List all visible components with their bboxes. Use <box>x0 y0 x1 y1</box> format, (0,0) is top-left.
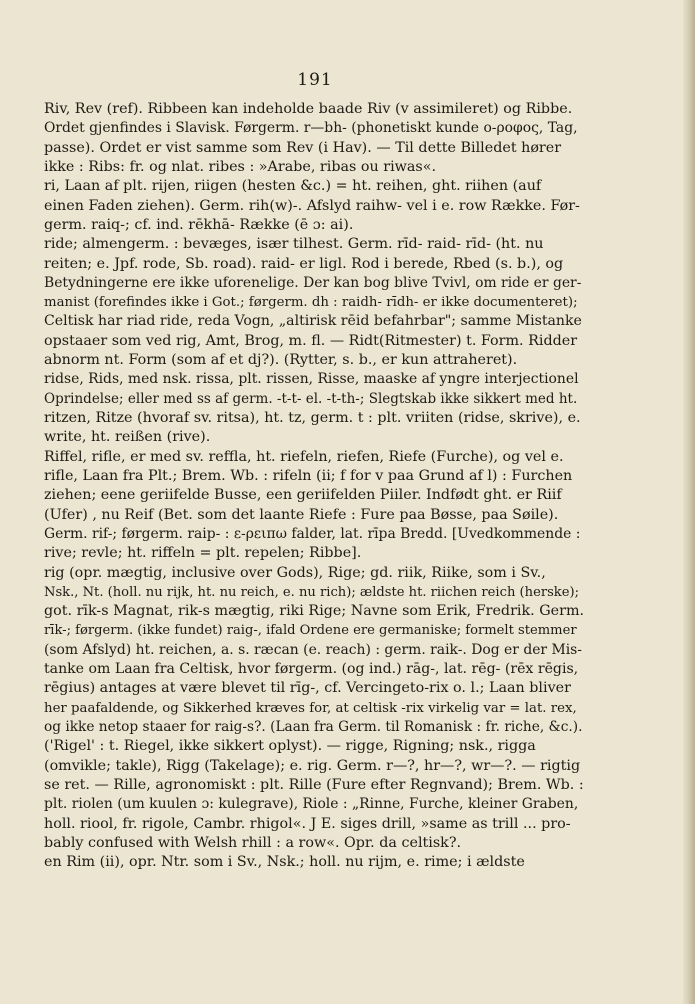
text-line: ziehen; eene geriifelde Busse, een geriifelden Piiler. Indfødt ght. er Riif <box>44 487 562 504</box>
text-line: Riv, Rev (ref). Ribbeen kan indeholde baade Riv (v assimileret) og Ribbe. <box>44 101 573 117</box>
text-line: passe). Ordet er vist samme som Rev (i Hav). — Til dette Billedet hører <box>44 139 562 156</box>
text-line: reiten; e. Jpf. rode, Sb. road). raid- er ligl. Rod i berede, Rbed (s. b.), og <box>44 255 564 272</box>
text-line: germ. raiq-; cf. ind. rēkhā- Række (ē ɔ: ai). <box>44 216 354 233</box>
text-line: rēgius) antages at være blevet til rīg-, cf. Vercingeto-rix o. l.; Laan bliver <box>44 680 571 697</box>
text-line: Celtisk har riad ride, reda Vogn, „altirisk rēid befahrbar"; samme Mistanke <box>44 313 582 330</box>
text-line: ikke : Ribs: fr. og nlat. ribes : »Arabe, ribas ou riwas«. <box>44 158 437 175</box>
text-line: se ret. — Rille, agronomiskt : plt. Rille (Fure efter Regnvand); Brem. Wb. : <box>44 776 584 793</box>
text-line: opstaaer som ved rig, Amt, Brog, m. fl. — Ridt(Ritmester) t. Form. Ridder <box>44 332 578 349</box>
text-line: rive; revle; ht. riffeln = plt. repelen; Ribbe]. <box>44 545 362 562</box>
text-line: einen Faden ziehen). Germ. rih(w)-. Afslyd raihw- vel i e. row Række. Før- <box>44 197 580 214</box>
text-line: holl. riool, fr. rigole, Cambr. rhigol«. J E. siges drill, »same as trill ... pro- <box>44 815 571 832</box>
text-line: tanke om Laan fra Celtisk, hvor førgerm. (og ind.) rāg-, lat. rēg- (rēx rēgis, <box>44 661 579 678</box>
text-line: Germ. rif-; førgerm. raip- : ε-ρειπω falder, lat. rīpa Bredd. [Uvedkommende : <box>44 525 581 542</box>
text-line: ridse, Rids, med nsk. rissa, plt. rissen, Risse, maaske af yngre interjectionel <box>44 371 579 388</box>
text-line: en Rim (ii), opr. Ntr. som i Sv., Nsk.; holl. nu rijm, e. rime; i ældste <box>44 854 525 871</box>
text-line: ritzen, Ritze (hvoraf sv. ritsa), ht. tz, germ. t : plt. vriiten (ridse, skrive), e. <box>44 410 581 426</box>
text-line: og ikke netop staaer for raig-s?. (Laan fra Germ. til Romanisk : fr. riche, &c.). <box>44 719 583 735</box>
text-line: manist (forefindes ikke i Got.; førgerm. dh : raidh- rīdh- er ikke documenteret); <box>44 295 578 311</box>
text-line: Betydningerne ere ikke uforenelige. Der kan bog blive Tvivl, om ride er ger- <box>44 274 582 291</box>
text-line: Ordet gjenfindes i Slavisk. Førgerm. r—bh- (phonetiskt kunde ο-ροφος, Tag, <box>44 120 578 137</box>
text-line: rig (opr. mægtig, inclusive over Gods), Rige; gd. riik, Riike, som i Sv., <box>44 564 546 581</box>
text-line: ri, Laan af plt. rijen, riigen (hesten &c.) = ht. reihen, ght. riihen (auf <box>44 178 542 195</box>
text-line: (omvikle; takle), Rigg (Takelage); e. rig. Germ. r—?, hr—?, wr—?. — rigtig <box>44 757 581 774</box>
text-line: (Ufer) , nu Reif (Bet. som det laante Riefe : Fure paa Bøsse, paa Søile). <box>44 506 559 523</box>
text-line: Oprindelse; eller med ss af germ. -t-t- el. -t-th-; Slegtskab ikke sikkert med ht. <box>44 390 578 407</box>
text-line: Nsk., Nt. (holl. nu rijk, ht. nu reich, e. nu rich); ældste ht. riichen reich (herske); <box>44 584 580 600</box>
text-line: rifle, Laan fra Plt.; Brem. Wb. : rifeln (ii; f for v paa Grund af l) : Furchen <box>44 467 573 484</box>
text-line: write, ht. reißen (rive). <box>44 429 211 446</box>
text-line: Riffel, rifle, er med sv. reffla, ht. riefeln, riefen, Riefe (Furche), og vel e. <box>44 448 564 465</box>
text-line: got. rīk-s Magnat, rik-s mægtig, riki Rige; Navne som Erik, Fredrik. Germ. <box>44 603 584 620</box>
page-edge <box>683 0 695 1004</box>
text-line: bably confused with Welsh rhill : a row«. Opr. da celtisk?. <box>44 834 462 851</box>
text-line: rīk-; førgerm. (ikke fundet) raig-, ifald Ordene ere germaniske; formelt stemmer <box>44 623 577 639</box>
dictionary-text <box>44 100 584 873</box>
text-line: abnorm nt. Form (som af et dj?). (Rytter, s. b., er kun attraheret). <box>44 352 518 369</box>
text-line: plt. riolen (um kuulen ɔ: kulegrave), Riole : „Rinne, Furche, kleiner Graben, <box>44 796 579 813</box>
text-line: ride; almengerm. : bevæges, især tilhest. Germ. rīd- raid- rīd- (ht. nu <box>44 236 544 253</box>
text-line: her paafaldende, og Sikkerhed kræves for, at celtisk -rix virkelig var = lat. rex, <box>44 700 577 716</box>
text-line: (som Afslyd) ht. reichen, a. s. ræcan (e. reach) : germ. raik-. Dog er der Mis- <box>44 641 582 658</box>
text-line: ('Rigel' : t. Riegel, ikke sikkert oplyst). — rigge, Rigning; nsk., rigga <box>44 738 536 755</box>
page-number: 191 <box>297 70 333 90</box>
